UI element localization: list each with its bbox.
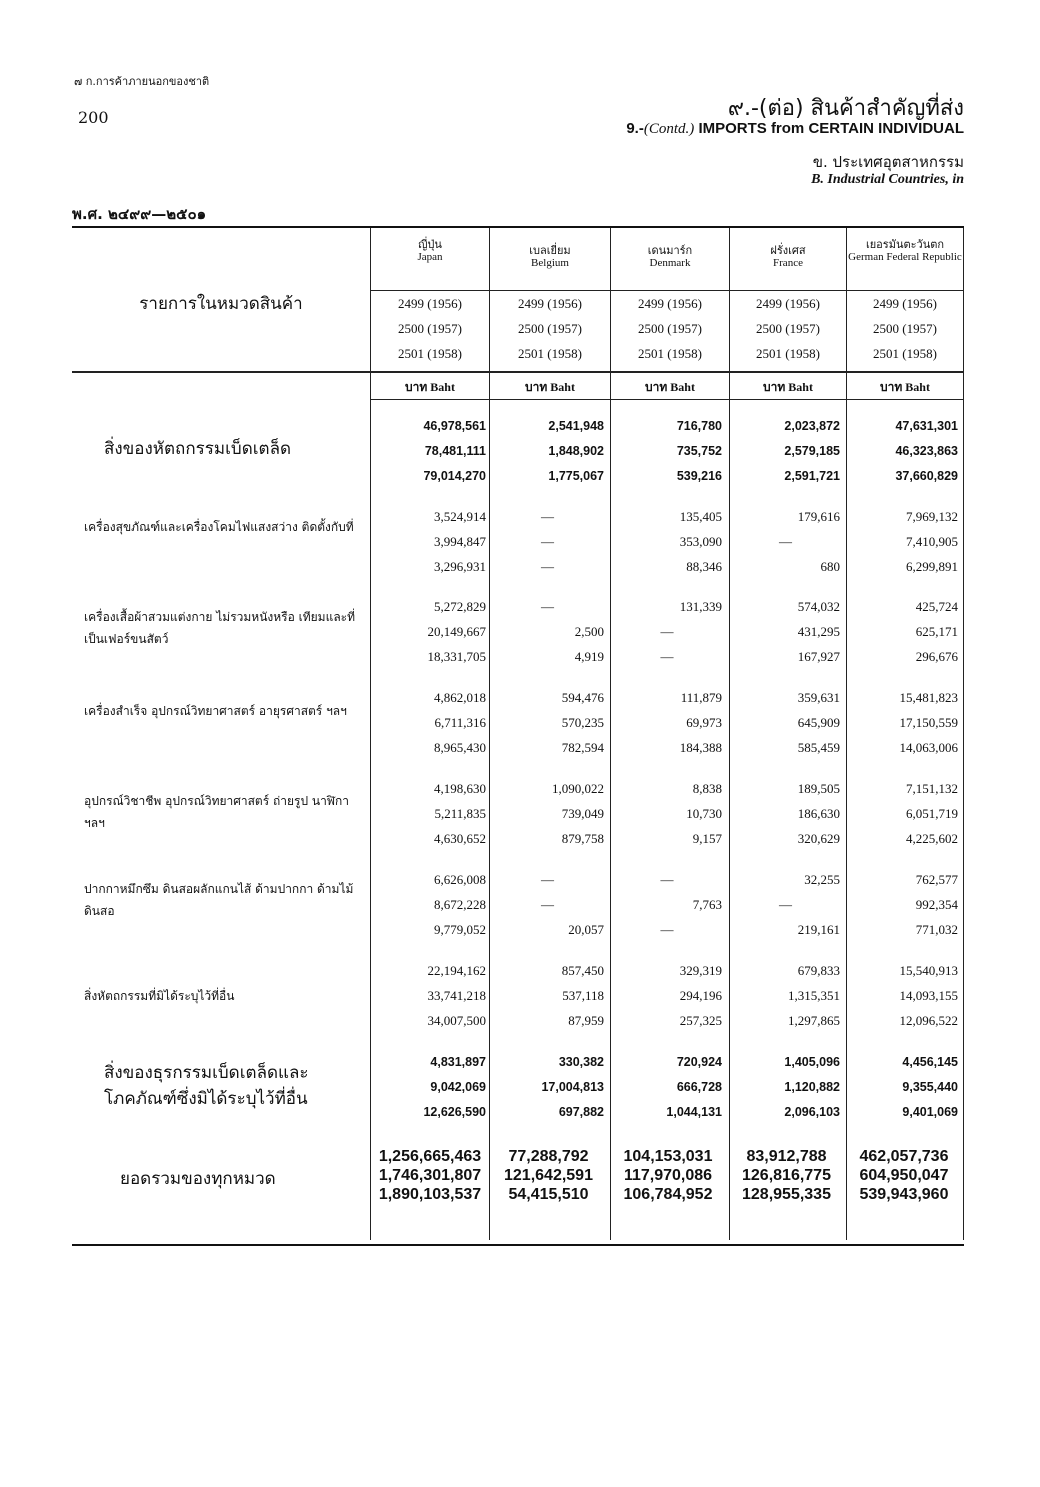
year-label: 2500 (1957) xyxy=(756,321,820,336)
column-header-germany xyxy=(848,238,962,264)
category-label: สิ่งของหัตถกรรมเบ็ดเตล็ด xyxy=(104,439,292,459)
value-cell: 771,032 xyxy=(915,922,958,937)
value-cell: 1,044,131 xyxy=(666,1105,722,1119)
value-cell: 9,779,052 xyxy=(434,922,486,937)
running-head: ๗ ก.การค้าภายนอกของชาติ xyxy=(74,75,210,88)
value-cell: 10,730 xyxy=(686,806,722,821)
value-cell: 12,096,522 xyxy=(899,1013,958,1028)
total-label: ยอดรวมของทุกหมวด xyxy=(120,1169,276,1189)
value-cell: 186,630 xyxy=(797,806,840,821)
category-label: เครื่องเสื้อผ้าสวมแต่งกาย ไม่รวมหนังหรือ เทียมและที่เป็นเฟอร์ขนสัตว์ xyxy=(84,610,356,646)
value-cell: 1,775,067 xyxy=(548,469,604,483)
category-label: สิ่งของธุรกรรมเบ็ดเตล็ดและ โภคภัณฑ์ซึ่งมิได้ระบุไว้ที่อื่น xyxy=(104,1063,309,1109)
value-cell: 8,672,228 xyxy=(434,897,486,912)
value-cell: 735,752 xyxy=(676,444,722,458)
thai-subtitle: ข. ประเทศอุตสาหกรรม xyxy=(812,153,964,171)
value-cell: 2,500 xyxy=(574,624,604,639)
year-label: 2500 (1957) xyxy=(398,321,462,336)
column-divider xyxy=(489,228,490,1240)
year-label: 2500 (1957) xyxy=(518,321,582,336)
eng-title-prefix: 9.- xyxy=(626,120,644,137)
value-cell: — xyxy=(541,559,554,574)
year-label: 2499 (1956) xyxy=(638,296,702,311)
value-cell: 2,023,872 xyxy=(784,419,840,433)
value-cell: 762,577 xyxy=(915,872,958,887)
total-value-cell: 1,746,301,807 xyxy=(378,1167,482,1184)
eng-subtitle: B. Industrial Countries, in xyxy=(811,172,964,187)
value-cell: 782,594 xyxy=(561,740,604,755)
items-column-header: รายการในหมวดสินค้า xyxy=(139,294,303,314)
value-cell: 8,965,430 xyxy=(434,740,486,755)
country-eng: Belgium xyxy=(531,257,569,269)
value-cell: 9,401,069 xyxy=(902,1105,958,1119)
value-cell: 17,004,813 xyxy=(541,1080,604,1094)
value-cell: 679,833 xyxy=(797,963,840,978)
value-cell: 425,724 xyxy=(915,599,958,614)
value-cell: — xyxy=(660,872,674,887)
year-label: 2501 (1958) xyxy=(756,346,820,361)
category-label: อุปกรณ์วิชาชีพ อุปกรณ์วิทยาศาสตร์ ถ่ายรูป นาฬิกา ฯลฯ xyxy=(84,794,350,830)
value-cell: 1,090,022 xyxy=(552,781,604,796)
total-value-cell: 604,950,047 xyxy=(859,1167,949,1184)
value-cell: 330,382 xyxy=(558,1055,604,1069)
value-cell: 79,014,270 xyxy=(423,469,486,483)
thai-title: ๙.-(ต่อ) สินค้าสำคัญที่ส่ง xyxy=(727,96,964,121)
value-cell: 2,096,103 xyxy=(784,1105,840,1119)
unit-label: บาท Baht xyxy=(645,380,695,394)
value-cell: 7,763 xyxy=(692,897,722,912)
value-cell: 716,780 xyxy=(676,419,722,433)
value-cell: 189,505 xyxy=(797,781,840,796)
value-cell: 15,540,913 xyxy=(899,963,958,978)
value-cell: 34,007,500 xyxy=(427,1013,486,1028)
value-cell: — xyxy=(541,534,554,549)
value-cell: 184,388 xyxy=(679,740,722,755)
value-cell: 33,741,218 xyxy=(427,988,486,1003)
total-value-cell: 77,288,792 xyxy=(508,1148,589,1165)
total-value-cell: 121,642,591 xyxy=(504,1167,593,1184)
header-bottom-rule xyxy=(72,371,964,373)
value-cell: 539,216 xyxy=(676,469,722,483)
value-cell: — xyxy=(779,897,792,912)
value-cell: 4,831,897 xyxy=(430,1055,486,1069)
country-eng: German Federal Republic xyxy=(848,251,962,263)
value-cell: 1,297,865 xyxy=(788,1013,840,1028)
value-cell: 46,323,863 xyxy=(895,444,958,458)
value-cell: 22,194,162 xyxy=(427,963,486,978)
eng-title-contd: (Contd.) xyxy=(643,121,695,137)
total-value-cell: 462,057,736 xyxy=(859,1148,949,1165)
eng-title xyxy=(626,120,964,138)
value-cell: 135,405 xyxy=(679,509,722,524)
value-cell: 570,235 xyxy=(561,715,604,730)
year-label: 2499 (1956) xyxy=(398,296,462,311)
year-label: 2499 (1956) xyxy=(873,296,937,311)
value-cell: 37,660,829 xyxy=(895,469,958,483)
value-cell: 720,924 xyxy=(676,1055,722,1069)
value-cell: 296,676 xyxy=(915,649,958,664)
column-divider xyxy=(729,228,730,1240)
value-cell: 537,118 xyxy=(562,988,604,1003)
value-cell: 992,354 xyxy=(915,897,958,912)
value-cell: 20,149,667 xyxy=(427,624,486,639)
country-thai: เดนมาร์ก xyxy=(647,244,693,257)
value-cell: 20,057 xyxy=(568,922,604,937)
value-cell: — xyxy=(541,872,554,887)
value-cell: 87,959 xyxy=(568,1013,604,1028)
country-eng: Denmark xyxy=(649,257,691,269)
value-cell: 3,524,914 xyxy=(434,509,486,524)
column-header-france xyxy=(731,244,845,270)
value-cell: — xyxy=(541,509,554,524)
period-label: พ.ศ. ๒๔๙๙—๒๕๐๑ xyxy=(72,205,207,223)
total-value-cell: 104,153,031 xyxy=(623,1148,713,1165)
value-cell: 1,315,351 xyxy=(788,988,840,1003)
total-value-cell: 1,256,665,463 xyxy=(378,1148,482,1165)
value-cell: 7,410,905 xyxy=(906,534,958,549)
value-cell: 18,331,705 xyxy=(427,649,486,664)
total-value-cell: 83,912,788 xyxy=(746,1148,827,1165)
value-cell: 6,711,316 xyxy=(434,715,486,730)
country-eng: Japan xyxy=(417,251,443,263)
value-cell: 353,090 xyxy=(679,534,722,549)
value-cell: 645,909 xyxy=(797,715,840,730)
year-label: 2501 (1958) xyxy=(638,346,702,361)
value-cell: 431,295 xyxy=(797,624,840,639)
value-cell: 1,120,882 xyxy=(784,1080,840,1094)
value-cell: — xyxy=(660,624,674,639)
total-value-cell: 106,784,952 xyxy=(623,1186,713,1203)
value-cell: 625,171 xyxy=(915,624,958,639)
value-cell: 359,631 xyxy=(797,690,840,705)
value-cell: 7,969,132 xyxy=(906,509,958,524)
value-cell: — xyxy=(660,922,674,937)
value-cell: 14,063,006 xyxy=(899,740,958,755)
value-cell: 857,450 xyxy=(561,963,604,978)
total-value-cell: 1,890,103,537 xyxy=(378,1186,482,1203)
value-cell: 17,150,559 xyxy=(899,715,958,730)
category-label: เครื่องสำเร็จ อุปกรณ์วิทยาศาสตร์ อายุรศาสตร์ ฯลฯ xyxy=(84,704,347,718)
year-label: 2499 (1956) xyxy=(756,296,820,311)
column-header-japan xyxy=(372,238,488,264)
unit-label: บาท Baht xyxy=(525,380,575,394)
header-rule xyxy=(370,290,964,291)
value-cell: 219,161 xyxy=(797,922,840,937)
value-cell: 46,978,561 xyxy=(423,419,486,433)
category-label: เครื่องสุขภัณฑ์และเครื่องโคมไฟแสงสว่าง ติดตั้งกับที่ xyxy=(84,520,354,534)
page-number: 200 xyxy=(78,108,109,127)
value-cell: 3,994,847 xyxy=(434,534,486,549)
value-cell: 739,049 xyxy=(561,806,604,821)
value-cell: 5,211,835 xyxy=(434,806,486,821)
value-cell: 3,296,931 xyxy=(434,559,486,574)
value-cell: 4,630,652 xyxy=(434,831,486,846)
value-cell: 131,339 xyxy=(679,599,722,614)
total-value-cell: 539,943,960 xyxy=(859,1186,949,1203)
value-cell: 4,919 xyxy=(574,649,604,664)
column-divider xyxy=(610,228,611,1240)
column-divider xyxy=(846,228,847,1240)
value-cell: 320,629 xyxy=(797,831,840,846)
value-cell: 2,591,721 xyxy=(784,469,840,483)
value-cell: 179,616 xyxy=(797,509,840,524)
value-cell: 2,579,185 xyxy=(784,444,840,458)
unit-label: บาท Baht xyxy=(880,380,930,394)
country-thai: เบลเยี่ยม xyxy=(529,244,571,257)
value-cell: — xyxy=(541,599,554,614)
value-cell: 697,882 xyxy=(558,1105,604,1119)
country-thai: เยอรมันตะวันตก xyxy=(865,238,945,251)
value-cell: 6,299,891 xyxy=(906,559,958,574)
value-cell: 69,973 xyxy=(686,715,722,730)
value-cell: 4,198,630 xyxy=(434,781,486,796)
eng-title-main: IMPORTS from CERTAIN INDIVIDUAL xyxy=(698,120,964,137)
column-header-belgium xyxy=(491,244,609,270)
value-cell: 294,196 xyxy=(679,988,722,1003)
value-cell: 1,405,096 xyxy=(784,1055,840,1069)
value-cell: 879,758 xyxy=(561,831,604,846)
unit-rule xyxy=(370,399,964,400)
value-cell: 111,879 xyxy=(680,690,722,705)
category-label: ปากกาหมึกซึม ดินสอผลักแกนไส้ ด้ามปากกา ด้ามไม้ดินสอ xyxy=(84,882,354,918)
value-cell: 9,042,069 xyxy=(430,1080,486,1094)
value-cell: 329,319 xyxy=(679,963,722,978)
value-cell: 9,157 xyxy=(692,831,722,846)
value-cell: 2,541,948 xyxy=(548,419,604,433)
value-cell: 574,032 xyxy=(797,599,840,614)
value-cell: 78,481,111 xyxy=(424,444,486,458)
value-cell: 680 xyxy=(820,559,840,574)
value-cell: 8,838 xyxy=(692,781,722,796)
year-label: 2500 (1957) xyxy=(638,321,702,336)
value-cell: 4,456,145 xyxy=(902,1055,958,1069)
value-cell: 88,346 xyxy=(686,559,722,574)
year-label: 2500 (1957) xyxy=(873,321,937,336)
value-cell: — xyxy=(541,897,554,912)
country-eng: France xyxy=(773,257,803,269)
value-cell: 4,862,018 xyxy=(434,690,486,705)
value-cell: 585,459 xyxy=(797,740,840,755)
value-cell: 4,225,602 xyxy=(906,831,958,846)
year-label: 2501 (1958) xyxy=(873,346,937,361)
value-cell: 12,626,590 xyxy=(423,1105,486,1119)
value-cell: 7,151,132 xyxy=(906,781,958,796)
value-cell: 9,355,440 xyxy=(902,1080,958,1094)
country-thai: ฝรั่งเศส xyxy=(770,244,806,257)
total-value-cell: 128,955,335 xyxy=(742,1186,831,1203)
total-value-cell: 54,415,510 xyxy=(508,1186,589,1203)
year-label: 2501 (1958) xyxy=(398,346,462,361)
value-cell: — xyxy=(779,534,792,549)
unit-label: บาท Baht xyxy=(405,380,455,394)
total-value-cell: 117,970,086 xyxy=(623,1167,713,1184)
total-value-cell: 126,816,775 xyxy=(742,1167,831,1184)
value-cell: 666,728 xyxy=(676,1080,722,1094)
value-cell: 32,255 xyxy=(804,872,840,887)
value-cell: 167,927 xyxy=(797,649,840,664)
value-cell: 5,272,829 xyxy=(434,599,486,614)
column-divider xyxy=(963,228,964,1240)
unit-label: บาท Baht xyxy=(763,380,813,394)
value-cell: 6,626,008 xyxy=(434,872,486,887)
value-cell: 15,481,823 xyxy=(899,690,958,705)
value-cell: 14,093,155 xyxy=(899,988,958,1003)
year-label: 2499 (1956) xyxy=(518,296,582,311)
value-cell: 47,631,301 xyxy=(895,419,958,433)
column-header-denmark xyxy=(612,244,728,270)
value-cell: — xyxy=(660,649,674,664)
country-thai: ญี่ปุ่น xyxy=(418,238,442,251)
category-label: สิ่งหัตถกรรมที่มิได้ระบุไว้ที่อื่น xyxy=(84,989,235,1003)
value-cell: 257,325 xyxy=(679,1013,722,1028)
value-cell: 1,848,902 xyxy=(548,444,604,458)
value-cell: 6,051,719 xyxy=(906,806,958,821)
value-cell: 594,476 xyxy=(561,690,604,705)
year-label: 2501 (1958) xyxy=(518,346,582,361)
